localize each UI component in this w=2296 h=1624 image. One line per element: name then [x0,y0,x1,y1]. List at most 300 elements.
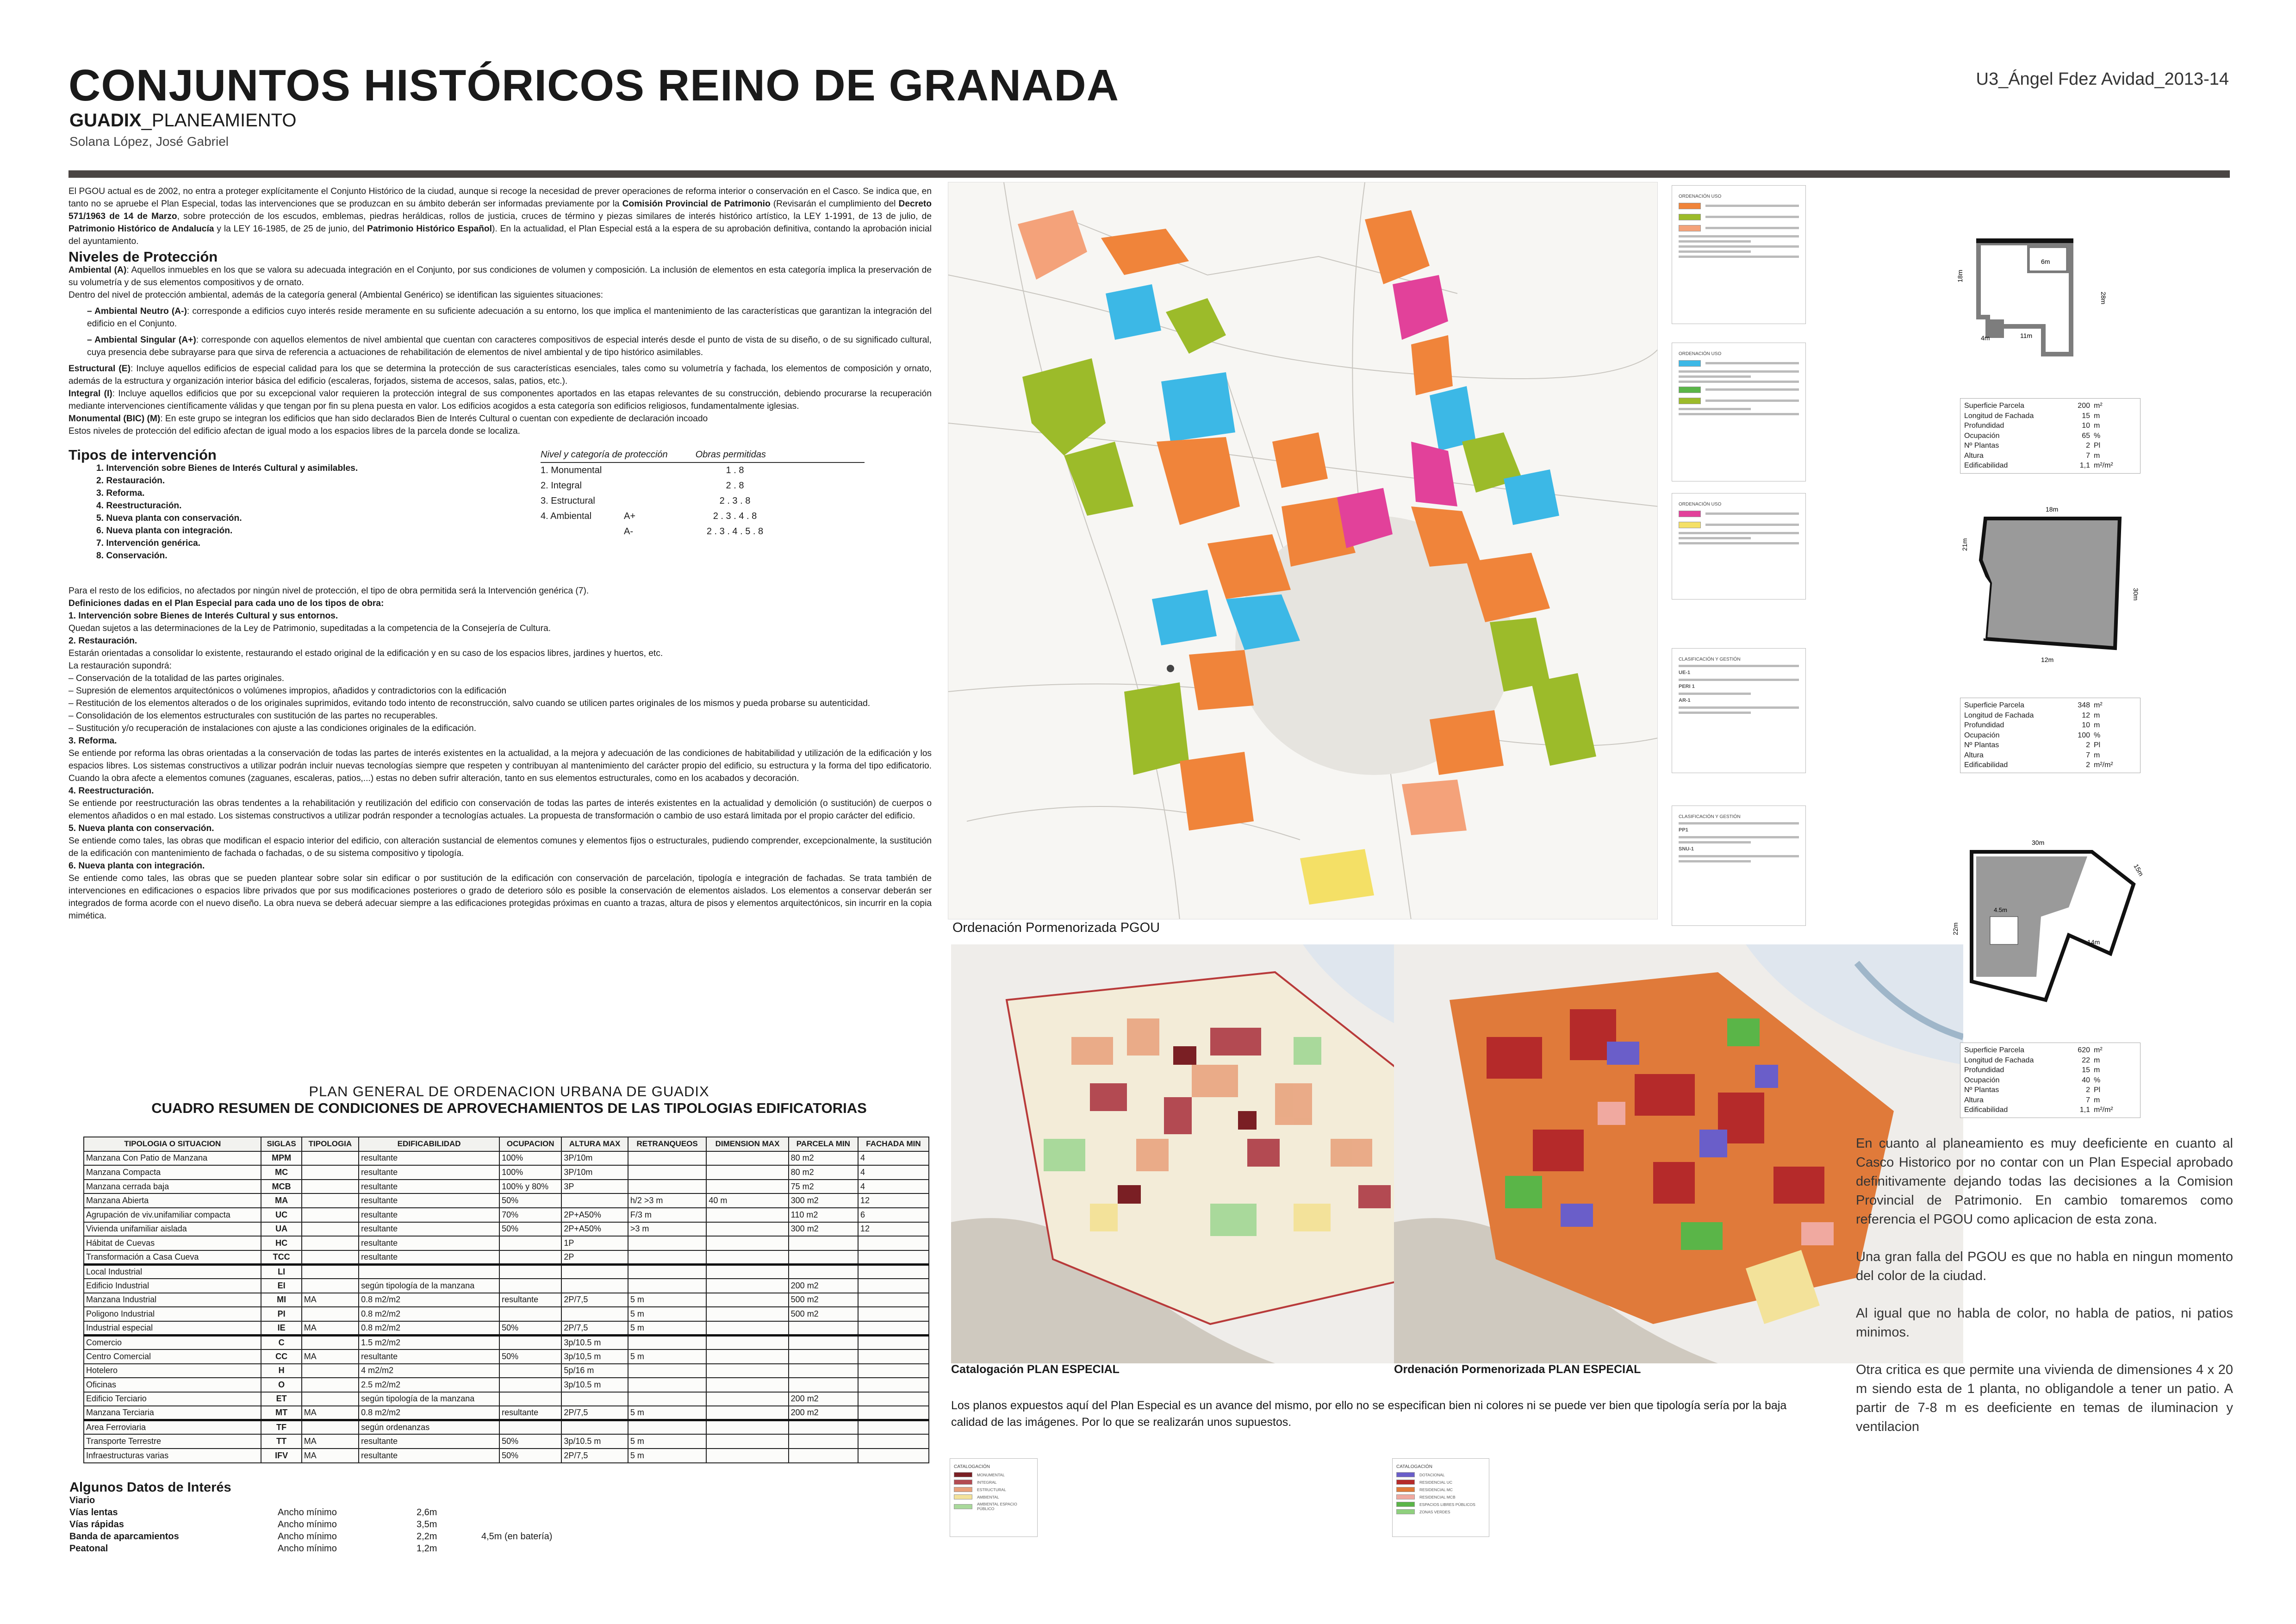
table-cell [706,1250,788,1265]
critica-paragraph: Otra critica es que permite una vivienda de dimensiones 4 x 20 m siendo esta de 1 planta, no obligandole a tener un patio. A partir de 7-8 m es deeficiente en temas de iluminacion y ventilacion [1856,1362,2233,1434]
tipo-item: 3. Reforma. [96,488,145,498]
info-row: Profundidad 10 m [1964,422,2100,430]
table-cell: 5 m [628,1349,706,1364]
table-cell [858,1307,929,1321]
nivel-singular: – Ambiental Singular (A+): corresponde con aquellos elementos de nivel ambiental que cuentan con caracteres compositivos de especial interés desde el punto de vista de su diseño, o de su significado cultural, cuya presencia debe subrayarse para que sirva de referencia a actuaciones de rehabilitación de elementos de nivel ambiental y de tipo histórico asimilables. [87,335,932,357]
table-cell: MI [261,1293,301,1307]
datos-interes [69,1481,625,1555]
table-cell: Hotelero [84,1364,261,1378]
table-cell [789,1236,858,1250]
table-cell [858,1236,929,1250]
table-header: ALTURA MAX [561,1137,628,1151]
table-header: Nivel y categoría de protección [541,450,668,460]
table-cell [302,1250,359,1265]
table-cell: MA [302,1293,359,1307]
table-cell [628,1420,706,1435]
table-row [84,1349,929,1364]
table-row [84,1406,929,1420]
table-row: 2. Integral 2 . 8 [541,481,744,491]
info-row: Edificabilidad 1,1 m²/m² [1964,1106,2113,1114]
niveles-obras-table [541,449,865,539]
table-cell: 12 [858,1193,929,1208]
table-cell [706,1364,788,1378]
table-row [84,1151,929,1166]
table-cell: 2P [561,1250,628,1265]
nivel-entorno: Estos niveles de protección del edificio afectan de igual modo a los espacios libres de la parcela donde se localiza. [68,426,520,436]
table-row [84,1420,929,1435]
table-cell: 0.8 m2/m2 [359,1406,499,1420]
definicion-title: 4. Reestructuración. [68,786,154,796]
table-cell [858,1279,929,1293]
table-cell [706,1208,788,1222]
table-cell [302,1335,359,1349]
table-header: DIMENSION MAX [706,1137,788,1151]
table-cell [302,1165,359,1180]
table-cell: 100% [499,1151,561,1166]
table-cell: MPM [261,1151,301,1166]
table-cell: 50% [499,1222,561,1237]
table-cell: h/2 >3 m [628,1193,706,1208]
pgou-legend: CLASIFICACIÓN Y GESTIÓN UE-1 PERI 1 AR-1 [1672,648,1806,773]
table-row [84,1222,929,1237]
table-cell [706,1434,788,1449]
table-cell: F/3 m [628,1208,706,1222]
definicion-resto: Para el resto de los edificios, no afectados por ningún nivel de protección, el tipo de obra permitida será la Intervención genérica (7). [68,586,589,596]
dim-label: 6m [2041,258,2050,265]
table-cell [706,1180,788,1194]
info-row: Altura 7 m [1964,751,2100,759]
table-cell: según ordenanzas [359,1420,499,1435]
table-row [84,1236,929,1250]
table-cell: 80 m2 [789,1151,858,1166]
pgou-legend: CLASIFICACIÓN Y GESTIÓN PP1 SNU-1 [1672,806,1806,926]
table-header: SIGLAS [261,1137,301,1151]
table-cell [789,1250,858,1265]
info-row: Longitud de Fachada 12 m [1964,711,2100,719]
definicion-text: Se entiende por reforma las obras orientadas a la conservación de todas las partes de interés existentes en la actualidad, a la mejora y adecuación de las condiciones de habitabilidad y utilización de la edificación y los espacios libres. Los sistemas constructivos a utilizar podrán incluir nuevas tecnologías siempre que respeten y contribuyan al mantenimiento del carácter propio del edificio, su estructura y la forma del tipo edificatorio. Cuando la obra afecte a elementos comunes (zaguanes, escaleras, patios,...) estas no deben sufrir alteración, tanto en sus elementos estructurales, como en los acabados y decoración. [68,749,932,783]
header-rule [68,170,2230,178]
table-cell: 3p/10.5 m [561,1378,628,1392]
table-row [84,1250,929,1265]
info-row: Superficie Parcela 200 m² [1964,402,2103,410]
datos-row: Peatonal Ancho mínimo 1,2m [69,1543,437,1554]
nivel-estructural: Estructural (E): Incluye aquellos edificios de especial calidad para los que se determina la protección de sus características esenciales, tales como su volumetría y fachada, los elementos de composición y ornato, además de la estructura y organización interior básica del edificio (escaleras, forjados, sistema de accesos, salas, patios, etc.). [68,364,932,386]
table-cell: 0.8 m2/m2 [359,1293,499,1307]
table-cell [499,1335,561,1349]
planos-note: Los planos expuestos aquí del Plan Especial es un avance del mismo, por ello no se especifican bien ni colores ni se puede ver bien que tipología sería por la baja calidad de las imágenes. Por lo que se realizarán unos supuestos. [951,1399,1787,1429]
table-cell [561,1193,628,1208]
table-cell [302,1392,359,1406]
table-cell: 3P/10m [561,1151,628,1166]
info-row: Edificabilidad 2 m²/m² [1964,761,2113,769]
table-cell: 4 [858,1180,929,1194]
table-cell [858,1449,929,1463]
table-cell: MC [261,1165,301,1180]
table-cell: 50% [499,1434,561,1449]
table-cell: Area Ferroviaria [84,1420,261,1435]
definiciones-heading: Definiciones dadas en el Plan Especial para cada uno de los tipos de obra: [68,599,384,608]
table-cell [302,1180,359,1194]
critica-paragraph: Una gran falla del PGOU es que no habla en ningun momento del color de la ciudad. [1856,1249,2233,1283]
legend-swatch [1679,398,1701,404]
definicion-text: Se entiende por reestructuración las obras tendentes a la rehabilitación y reutilización del edificio con conservación de todas las partes de interés existentes en la actualidad y demolición (o sustitución) de cuerpos o elementos añadidos o en mal estado. Los sistemas constructivos a utilizar podrán responder a tecnologías actuales. La propuesta de transformación o cambio de uso estará limitada por el propio carácter del edificio. [68,799,932,821]
table-cell: IE [261,1321,301,1336]
table-cell [706,1222,788,1237]
table-cell: Poligono Industrial [84,1307,261,1321]
course-label: U3_Ángel Fdez Avidad_2013-14 [1976,69,2229,89]
critica-paragraph: En cuanto al planeamiento es muy deeficiente en cuanto al Casco Historico por no contar con un Plan Especial aprobado definitivamente dejando todas las decisiones a la Comision Provincial de Patrimonio. En cambio tomaremos como referencia el PGOU como aplicacion de esta zona. [1856,1136,2233,1227]
table-cell: O [261,1378,301,1392]
text-column [68,185,932,1079]
table-cell [628,1392,706,1406]
tipo-item: 6. Nueva planta con integración. [96,526,233,536]
info-row: Nº Plantas 2 Pl [1964,442,2101,450]
table-cell [789,1434,858,1449]
table-cell: MCB [261,1180,301,1194]
table-cell [706,1293,788,1307]
table-cell: 0.8 m2/m2 [359,1307,499,1321]
table-cell: 12 [858,1222,929,1237]
table-header: EDIFICABILIDAD [359,1137,499,1151]
dim-label: 30m [2132,588,2140,601]
scan-title-line2: CUADRO RESUMEN DE CONDICIONES DE APROVECHAMIENTOS DE LAS TIPOLOGIAS EDIFICATORIAS [151,1100,867,1116]
typology-diagram-1 [1935,227,2147,384]
dim-label: 4m [1981,334,1990,342]
dim-label: 18m [1956,269,1964,282]
table-cell: >3 m [628,1222,706,1237]
table-cell: resultante [359,1250,499,1265]
table-cell [858,1364,929,1378]
table-cell [499,1307,561,1321]
table-cell: Manzana Industrial [84,1293,261,1307]
table-cell: resultante [359,1208,499,1222]
table-row [84,1378,929,1392]
legend-swatch [1396,1494,1415,1499]
table-header: TIPOLOGIA [302,1137,359,1151]
table-cell: 2P+A50% [561,1222,628,1237]
table-cell: TT [261,1434,301,1449]
table-cell [706,1349,788,1364]
legend-swatch [954,1487,972,1492]
table-cell [858,1392,929,1406]
table-header: TIPOLOGIA O SITUACION [84,1137,261,1151]
table-row [84,1392,929,1406]
table-cell [302,1222,359,1237]
table-row [84,1193,929,1208]
dim-label: 30m [2032,839,2045,846]
table-cell: EI [261,1279,301,1293]
table-cell: Manzana Abierta [84,1193,261,1208]
catalogacion-caption: Catalogación PLAN ESPECIAL [951,1363,1120,1376]
table-cell: 4 [858,1151,929,1166]
table-cell: 1.5 m2/m2 [359,1335,499,1349]
table-cell: TF [261,1420,301,1435]
pgou-legend: ORDENACIÓN USO [1672,185,1806,324]
table-cell: 2P/7,5 [561,1293,628,1307]
table-cell: 110 m2 [789,1208,858,1222]
nivel-ambiental: Ambiental (A): Aquellos inmuebles en los que se valora su adecuada integración en el Conjunto, por sus condiciones de volumen y composición. La inclusión de elementos en esta categoría implica la preservación de su volumetría y de sus elementos compositivos y de ornato. [68,265,932,287]
table-header: RETRANQUEOS [628,1137,706,1151]
author-name: Solana López, José Gabriel [69,134,229,149]
table-cell: 2P+A50% [561,1208,628,1222]
table-cell [858,1434,929,1449]
dim-label: 21m [1961,538,1968,551]
table-cell [706,1279,788,1293]
datos-row: Banda de aparcamientos Ancho mínimo 2,2m 4,5m (en batería) [69,1531,553,1542]
table-cell [706,1449,788,1463]
tipo-item: 1. Intervención sobre Bienes de Interés Cultural y asimilables. [96,463,358,473]
table-cell: 4 [858,1165,929,1180]
table-cell [302,1264,359,1279]
typology-info-3 [1960,1043,2140,1118]
definicion-title: 3. Reforma. [68,736,117,746]
legend-swatch [1679,511,1701,517]
table-row [84,1364,929,1378]
table-cell [561,1420,628,1435]
table-cell: C [261,1335,301,1349]
nivel-integral: Integral (I): Incluye aquellos edificios que por su excepcional valor requieren la protección integral de sus componentes aportados en las etapas relevantes de su construcción, debiendo procurarse la recuperación mediante intervenciones científicamente válidas y que tengan por fin su plena puesta en valor. Los edificios acogidos a esta categoría son edificios religiosos, fundamentalmente iglesias. [68,389,932,411]
table-cell: Manzana Compacta [84,1165,261,1180]
tipo-item: 2. Restauración. [96,476,165,486]
table-cell: PI [261,1307,301,1321]
table-cell: 5 m [628,1406,706,1420]
table-cell [499,1364,561,1378]
legend-swatch [954,1504,972,1509]
pgou-legend: ORDENACIÓN USO [1672,493,1806,600]
info-row: Altura 7 m [1964,451,2100,460]
table-row [84,1434,929,1449]
table-cell [302,1279,359,1293]
table-cell: resultante [359,1449,499,1463]
table-cell: MA [302,1434,359,1449]
table-cell: resultante [499,1406,561,1420]
table-cell [789,1349,858,1364]
nivel-neutro: – Ambiental Neutro (A-): corresponde a edificios cuyo interés reside meramente en su suficiente adecuación a su entorno, los que implica el mantenimiento de las características que garantizan la integración del edificio en el Conjunto. [87,306,932,329]
table-cell [628,1279,706,1293]
ordenacion-legend: CATALOGACIÓN DOTACIONAL RESIDENCIAL UC RESIDENCIAL MC RESIDENCIAL MCB ESPACIOS LIBRES PÚBLICOS ZONAS VERDES [1392,1458,1489,1537]
table-row [84,1335,929,1349]
table-cell: TCC [261,1250,301,1265]
typology-diagram-2 [1930,491,2152,685]
definicion-text: Se entiende como tales, las obras que se pueden plantear sobre solar sin edificar o por sustitución de la edificación con conservación de parcelación, tipología e integración de fachadas. Se trata también de intervenciones en edificaciones o espacios libre privados que por sus modificaciones posteriores o grado de deterioro sólo es posible la conservación de elementos aislados. Los elementos a conservar deberán ser integrados de forma acorde con el nuevo diseño. La obra nueva se deberá adecuar siempre a las edificaciones protegidas próximas en cuanto a trazas, altura de pisos y elementos arquitectónicos, sin incurrir en la copia mimética. [68,874,932,921]
table-cell: 500 m2 [789,1293,858,1307]
map-marker [1167,665,1174,672]
table-cell: MA [302,1406,359,1420]
table-cell [706,1165,788,1180]
table-cell: 3P [561,1180,628,1194]
legend-swatch [954,1472,972,1477]
tipo-item: 8. Conservación. [96,551,168,561]
table-header: FACHADA MIN [858,1137,929,1151]
definicion-text: Se entiende como tales, las obras que modifican el espacio interior del edificio, con alteración sustancial de elementos comunes y elementos fijos o estructurales, pudiendo comprender, excepcionalmente, la sustitución de la edificación con mantenimiento de fachada o fachadas, o de su sistema compositivo y tipología. [68,836,932,858]
definicion-bullet: – Consolidación de los elementos estructurales con sustitución de las partes no recuperables. [68,711,438,721]
table-cell: Edificio Industrial [84,1279,261,1293]
info-row: Ocupación 100 % [1964,731,2101,739]
legend-swatch [1679,387,1701,393]
table-cell: 2P/7,5 [561,1321,628,1336]
definicion-bullet: – Conservación de la totalidad de las partes originales. [68,674,285,683]
table-cell [628,1364,706,1378]
table-header: Obras permitidas [695,450,766,460]
pgou-map-svg [948,182,1658,919]
table-cell: resultante [359,1236,499,1250]
info-row: Profundidad 10 m [1964,721,2100,729]
table-cell: 50% [499,1349,561,1364]
table-cell: MT [261,1406,301,1420]
pgou-legend: ORDENACIÓN USO [1672,343,1806,481]
table-row [84,1279,929,1293]
table-row [84,1264,929,1279]
table-cell: según tipología de la manzana [359,1279,499,1293]
critica-paragraph: Al igual que no habla de color, no habla de patios, ni patios minimos. [1856,1306,2233,1340]
table-cell: 3p/10,5 m [561,1349,628,1364]
table-cell [789,1420,858,1435]
typology-diagram-3 [1916,824,2161,1028]
info-row: Superficie Parcela 620 m² [1964,1046,2103,1054]
table-cell [858,1420,929,1435]
table-cell: resultante [499,1293,561,1307]
info-row: Longitud de Fachada 22 m [1964,1056,2100,1064]
legend-swatch [1396,1480,1415,1485]
definicion-bullet: – Sustitución y/o recuperación de instalaciones con ajuste a las condiciones originales de la edificación. [68,724,477,733]
table-cell [561,1264,628,1279]
table-cell [499,1250,561,1265]
table-cell [499,1236,561,1250]
legend-swatch [1396,1472,1415,1477]
table-cell [706,1335,788,1349]
legend-swatch [1396,1509,1415,1514]
table-cell [858,1293,929,1307]
table-cell [858,1406,929,1420]
legend-swatch [954,1480,972,1485]
table-cell [302,1193,359,1208]
info-row: Ocupación 65 % [1964,431,2101,440]
table-cell: resultante [359,1434,499,1449]
definicion-text: Estarán orientadas a consolidar lo existente, restaurando el estado original de la edificación y en su caso de los espacios libres, jardines y huertos, etc. [68,649,663,658]
scan-title-line1: PLAN GENERAL DE ORDENACION URBANA DE GUADIX [309,1083,709,1099]
table-cell: IFV [261,1449,301,1463]
table-cell [706,1392,788,1406]
table-cell: Industrial especial [84,1321,261,1336]
legend-swatch [1679,360,1701,367]
table-row [84,1307,929,1321]
table-cell: LI [261,1264,301,1279]
table-cell: 4 m2/m2 [359,1364,499,1378]
table-cell [302,1236,359,1250]
table-cell: 75 m2 [789,1180,858,1194]
table-cell: 5 m [628,1293,706,1307]
tipos-section [68,446,932,585]
table-cell: 200 m2 [789,1406,858,1420]
table-cell [628,1236,706,1250]
dim-label: 15m [2132,862,2145,878]
table-cell [706,1264,788,1279]
info-row: Altura 7 m [1964,1096,2100,1104]
table-cell [858,1349,929,1364]
table-cell: resultante [359,1222,499,1237]
table-cell [628,1264,706,1279]
table-cell: resultante [359,1165,499,1180]
table-cell: 2P/7,5 [561,1406,628,1420]
table-cell: 5 m [628,1449,706,1463]
datos-row: Vías rápidas Ancho mínimo 3,5m [69,1519,437,1530]
table-row [84,1180,929,1194]
table-cell: Vivienda unifamiliar aislada [84,1222,261,1237]
table-cell [302,1420,359,1435]
table-cell: 2.5 m2/m2 [359,1378,499,1392]
table-cell: UC [261,1208,301,1222]
legend-swatch [954,1494,972,1499]
table-cell [561,1392,628,1406]
niveles-heading: Niveles de Protección [68,249,218,265]
table-cell [302,1208,359,1222]
critica-text [1856,1134,2233,1455]
table-cell [789,1378,858,1392]
table-cell [561,1279,628,1293]
nivel-ambiental-sub: Dentro del nivel de protección ambiental, además de la categoría general (Ambiental Genérico) se identifican las siguientes situaciones: [68,290,604,300]
info-row: Longitud de Fachada 15 m [1964,412,2100,420]
table-cell: 500 m2 [789,1307,858,1321]
table-cell: Agrupación de viv.unifamiliar compacta [84,1208,261,1222]
info-row: Ocupación 40 % [1964,1076,2101,1084]
table-cell [789,1364,858,1378]
table-cell [858,1335,929,1349]
info-row: Edificabilidad 1,1 m²/m² [1964,462,2113,469]
definicion-title: 1. Intervención sobre Bienes de Interés Cultural y sus entornos. [68,611,338,621]
table-cell: Manzana Terciaria [84,1406,261,1420]
table-cell [706,1307,788,1321]
dim-label: 4.5m [1994,906,2007,913]
table-cell [499,1420,561,1435]
table-cell: Local Industrial [84,1264,261,1279]
table-cell [628,1378,706,1392]
table-cell [302,1307,359,1321]
table-cell: MA [302,1321,359,1336]
table-cell: Centro Comercial [84,1349,261,1364]
table-cell: MA [302,1449,359,1463]
dim-label: 12m [2041,656,2054,663]
table-cell: resultante [359,1151,499,1166]
table-cell: MA [302,1349,359,1364]
table-cell: 5p/16 m [561,1364,628,1378]
table-cell [706,1378,788,1392]
tipos-heading: Tipos de intervención [68,447,217,463]
tipo-item: 7. Intervención genérica. [96,538,201,548]
table-cell [628,1180,706,1194]
table-row: 4. Ambiental A+ 2 . 3 . 4 . 8 [541,511,757,521]
scan-table-title [83,1083,935,1117]
table-cell: Transformación a Casa Cueva [84,1250,261,1265]
table-cell [706,1420,788,1435]
table-cell: 3p/10.5 m [561,1335,628,1349]
table-cell: 3p/10.5 m [561,1434,628,1449]
table-cell: 0.8 m2/m2 [359,1321,499,1336]
table-cell: según tipología de la manzana [359,1392,499,1406]
page-title: CONJUNTOS HISTÓRICOS REINO DE GRANADA [68,61,1120,110]
legend-swatch [1679,203,1701,209]
table-cell: resultante [359,1349,499,1364]
legend-swatch [1396,1502,1415,1507]
table-cell: CC [261,1349,301,1364]
table-cell [628,1250,706,1265]
info-row: Superficie Parcela 348 m² [1964,701,2103,709]
table-cell: 5 m [628,1321,706,1336]
table-cell [858,1250,929,1265]
table-cell: Manzana Con Patio de Manzana [84,1151,261,1166]
table-cell: 2P/7,5 [561,1449,628,1463]
table-cell [561,1307,628,1321]
datos-heading: Algunos Datos de Interés [69,1480,231,1495]
